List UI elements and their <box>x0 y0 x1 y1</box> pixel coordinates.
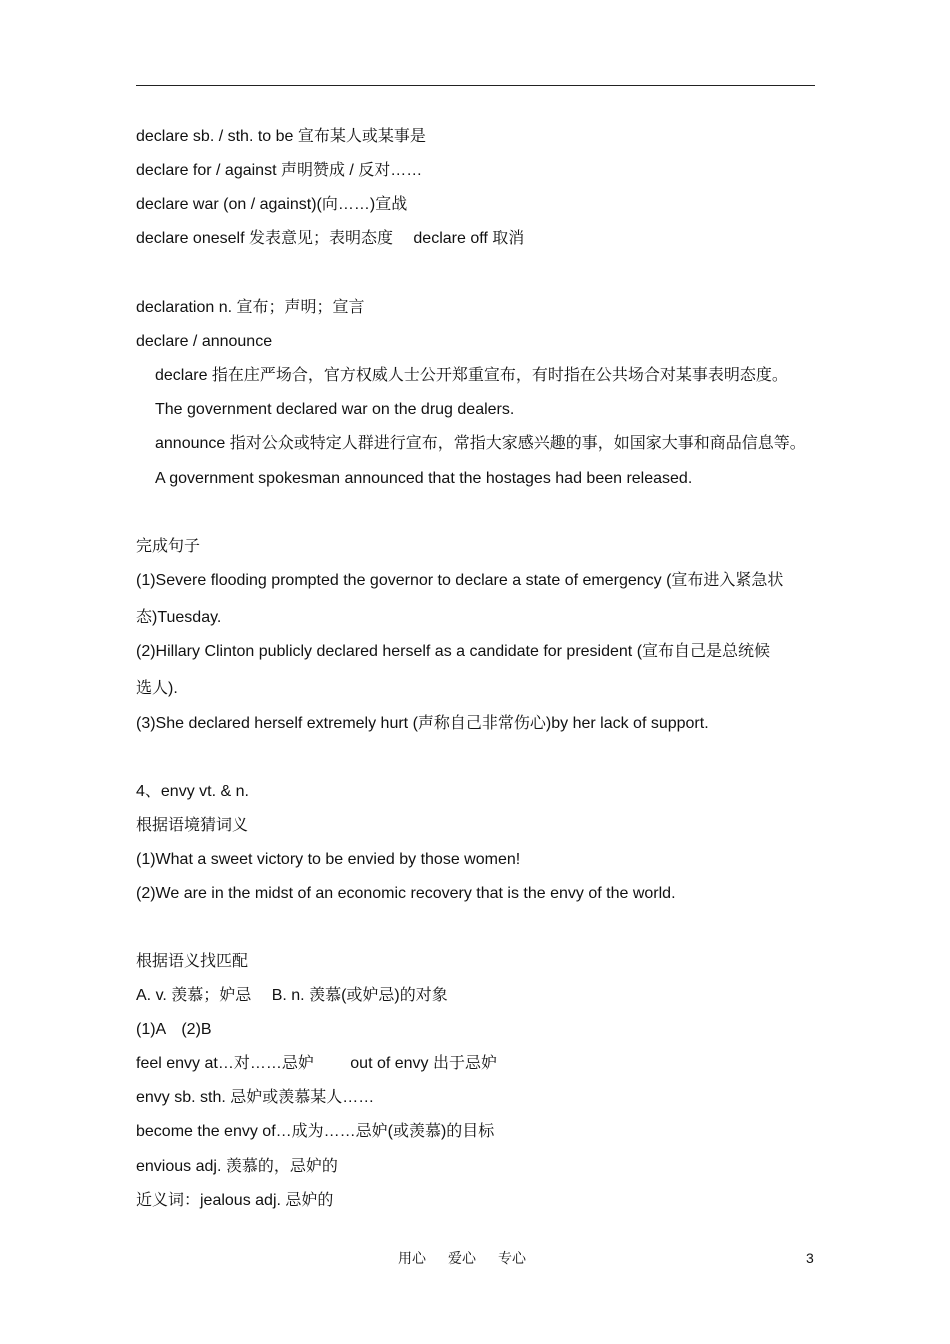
text-line: The government declared war on the drug dealers. <box>155 401 515 418</box>
text-line: 近义词：jealous adj. 忌妒的 <box>136 1192 334 1209</box>
page-number: 3 <box>806 1250 814 1266</box>
text-line: become the envy of…成为……忌妒(或羡慕)的目标 <box>136 1123 495 1140</box>
footer-motto <box>398 1249 548 1267</box>
section-heading: 根据语义找匹配 <box>136 953 249 970</box>
text-line: (1)Severe flooding prompted the governor to declare a state of emergency (宣布进入紧急状 <box>136 572 784 589</box>
text-line: (2)Hillary Clinton publicly declared herself as a candidate for president (宣布自己是总统候 <box>136 643 771 660</box>
text-line: envy sb. sth. 忌妒或羡慕某人…… <box>136 1089 375 1106</box>
text-line: declare war (on / against)(向……)宣战 <box>136 196 408 213</box>
footer-motto-item: 专心 <box>498 1250 526 1266</box>
text-line: 选人). <box>136 680 178 697</box>
text-line: announce 指对公众或特定人群进行宣布，常指大家感兴趣的事，如国家大事和商品信息等。 <box>155 435 806 452</box>
text-line: (2)We are in the midst of an economic recovery that is the envy of the world. <box>136 885 676 902</box>
section-heading: 4、envy vt. & n. <box>136 783 249 800</box>
text-line: 态)Tuesday. <box>136 609 222 626</box>
text-line: declare / announce <box>136 333 273 350</box>
text-line: declare sb. / sth. to be 宣布某人或某事是 <box>136 128 426 145</box>
text-line: A. v. 羡慕；妒忌 B. n. 羡慕(或妒忌)的对象 <box>136 987 448 1004</box>
section-heading: 完成句子 <box>136 538 201 555</box>
header-rule <box>136 85 815 86</box>
text-line: feel envy at…对……忌妒 out of envy 出于忌妒 <box>136 1055 497 1072</box>
footer-motto-item: 爱心 <box>448 1250 476 1266</box>
text-line: envious adj. 羡慕的，忌妒的 <box>136 1158 338 1175</box>
footer-motto-item: 用心 <box>398 1250 426 1266</box>
text-line: declare oneself 发表意见；表明态度 declare off 取消 <box>136 230 525 247</box>
section-heading: 根据语境猜词义 <box>136 817 249 834</box>
text-line: declaration n. 宣布；声明；宣言 <box>136 299 365 316</box>
text-line: (3)She declared herself extremely hurt (声称自己非常伤心)by her lack of support. <box>136 715 709 732</box>
text-line: (1)A (2)B <box>136 1021 212 1038</box>
text-line: declare for / against 声明赞成 / 反对…… <box>136 162 423 179</box>
text-line: A government spokesman announced that the hostages had been released. <box>155 470 693 487</box>
text-line: (1)What a sweet victory to be envied by those women! <box>136 851 521 868</box>
text-line: declare 指在庄严场合，官方权威人士公开郑重宣布，有时指在公共场合对某事表明态度。 <box>155 367 788 384</box>
